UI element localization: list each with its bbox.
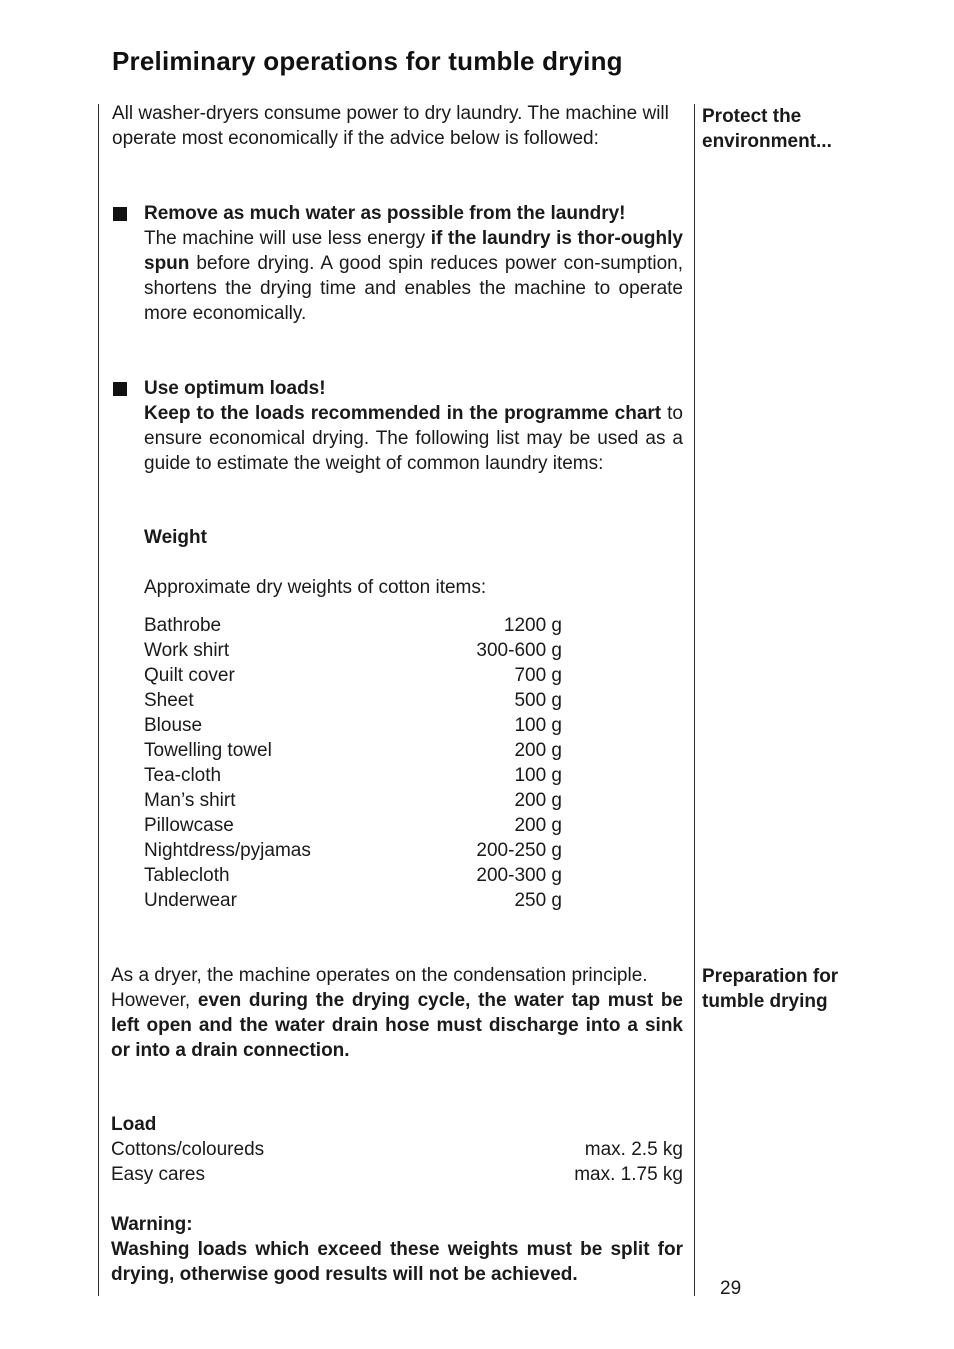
weight-item-name: Work shirt — [144, 640, 230, 661]
condensation-text — [111, 988, 683, 1063]
bullet-section-spin — [144, 201, 683, 326]
table-row — [144, 713, 562, 738]
weight-item-value: 250 g — [514, 890, 562, 911]
weight-item-value: 200 g — [514, 740, 562, 761]
bullet-spin-heading: Remove as much water as possible from the laundry! — [144, 203, 626, 224]
intro-line-2: operate most economically if the advice below is followed: — [112, 128, 599, 149]
bullet-square-icon — [113, 382, 127, 396]
side-heading-preparation-line-1: Preparation for — [702, 966, 839, 987]
bullet-spin-bold-text: if the laundry is thor-oughly spun — [144, 228, 683, 274]
load-heading: Load — [111, 1114, 157, 1135]
load-item-value: max. 1.75 kg — [574, 1164, 683, 1185]
weight-item-value: 500 g — [514, 690, 562, 711]
load-table — [111, 1137, 683, 1187]
table-row — [144, 638, 562, 663]
condensation-paragraph — [111, 963, 683, 1063]
table-row — [144, 688, 562, 713]
load-item-value: max. 2.5 kg — [584, 1139, 683, 1160]
bullet-loads-text-part: to ensure economical drying. The following list may be used as a guide to estimate the weight of common laundry items: — [144, 403, 683, 474]
weight-item-name: Tablecloth — [144, 865, 230, 886]
table-row — [144, 888, 562, 913]
weight-item-value: 700 g — [514, 665, 562, 686]
weight-subheading: Approximate dry weights of cotton items: — [144, 577, 487, 598]
table-row — [144, 738, 562, 763]
column-divider-rule — [694, 104, 695, 1296]
bullet-loads-heading: Use optimum loads! — [144, 378, 326, 399]
weight-item-name: Bathrobe — [144, 615, 222, 636]
left-margin-rule — [98, 104, 99, 1296]
weight-item-value: 200-250 g — [476, 840, 562, 861]
page-number: 29 — [720, 1278, 742, 1299]
condensation-text-part: However, — [111, 990, 198, 1011]
warning-heading: Warning: — [111, 1214, 193, 1235]
page-title: Preliminary operations for tumble drying — [112, 46, 623, 76]
weight-item-name: Pillowcase — [144, 815, 234, 836]
intro-line-1: All washer-dryers consume power to dry laundry. The machine will — [112, 103, 669, 124]
bullet-spin-text-part-1: The machine will use less energy — [144, 228, 431, 249]
weight-item-name: Tea-cloth — [144, 765, 222, 786]
weight-item-name: Man’s shirt — [144, 790, 236, 811]
weight-item-value: 200-300 g — [476, 865, 562, 886]
weight-item-value: 200 g — [514, 815, 562, 836]
table-row — [111, 1162, 683, 1187]
table-row — [144, 838, 562, 863]
table-row — [144, 663, 562, 688]
weight-item-value: 100 g — [514, 765, 562, 786]
intro-paragraph — [112, 101, 687, 151]
bullet-loads-text — [144, 401, 683, 476]
side-heading-preparation — [702, 964, 902, 1014]
side-heading-protect-line-2: environment... — [702, 131, 832, 152]
weight-item-name: Towelling towel — [144, 740, 272, 761]
weight-item-value: 100 g — [514, 715, 562, 736]
bullet-spin-text — [144, 226, 683, 326]
table-row — [144, 763, 562, 788]
bullet-spin-text-part-2: before drying. A good spin reduces power con-sumption, shortens the drying time and enables the machine to operate more economically. — [144, 253, 683, 324]
condensation-bold-text: even during the drying cycle, the water tap must be left open and the water drain hose must discharge into a sink or into a drain connection. — [111, 990, 684, 1061]
table-row — [144, 813, 562, 838]
weight-table — [144, 613, 562, 913]
side-heading-protect-line-1: Protect the — [702, 106, 802, 127]
weight-item-value: 1200 g — [503, 615, 562, 636]
table-row — [144, 613, 562, 638]
weight-item-name: Quilt cover — [144, 665, 235, 686]
bullet-section-loads — [144, 376, 683, 476]
load-section — [111, 1112, 683, 1187]
bullet-loads-bold-text: Keep to the loads recommended in the programme chart — [144, 403, 662, 424]
weight-item-name: Sheet — [144, 690, 194, 711]
weight-heading-text: Weight — [144, 527, 207, 548]
table-row — [144, 788, 562, 813]
load-item-name: Cottons/coloureds — [111, 1139, 265, 1160]
weight-item-name: Nightdress/pyjamas — [144, 840, 311, 861]
weight-item-value: 300-600 g — [476, 640, 562, 661]
load-item-name: Easy cares — [111, 1164, 205, 1185]
warning-text: Washing loads which exceed these weights must be split for drying, otherwise good results will not be achieved. — [111, 1239, 683, 1285]
warning-section — [111, 1212, 683, 1287]
side-heading-protect — [702, 104, 902, 154]
table-row — [111, 1137, 683, 1162]
condensation-line-1: As a dryer, the machine operates on the condensation principle. — [111, 965, 648, 986]
weight-item-name: Underwear — [144, 890, 237, 911]
weight-heading — [144, 525, 207, 550]
table-row — [144, 863, 562, 888]
weight-item-name: Blouse — [144, 715, 203, 736]
weight-item-value: 200 g — [514, 790, 562, 811]
bullet-square-icon — [113, 207, 127, 221]
side-heading-preparation-line-2: tumble drying — [702, 991, 828, 1012]
